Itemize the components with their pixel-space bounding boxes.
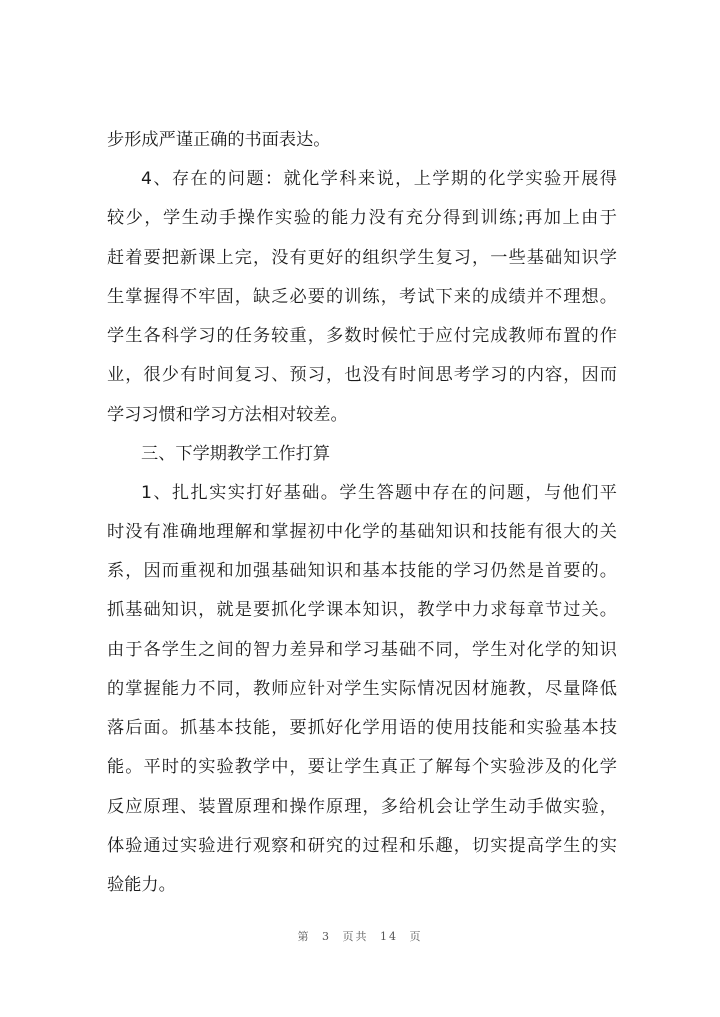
paragraph-line: 步形成严谨正确的书面表达。	[107, 130, 331, 150]
section-heading: 三、下学期教学工作打算	[141, 444, 331, 464]
paragraph-line: 较少，学生动手操作实验的能力没有充分得到训练;再加上由于	[107, 208, 617, 228]
paragraph-line: 抓基础知识，就是要抓化学课本知识，教学中力求每章节过关。	[107, 600, 617, 620]
paragraph-line: 反应原理、装置原理和操作原理，多给机会让学生动手做实验，	[107, 797, 617, 817]
paragraph-line: 学生各科学习的任务较重，多数时候忙于应付完成教师布置的作	[107, 326, 617, 346]
paragraph-line: 由于各学生之间的智力差异和学习基础不同，学生对化学的知识	[107, 640, 617, 660]
paragraph-line: 生掌握得不牢固，缺乏必要的训练，考试下来的成绩并不理想。	[107, 287, 617, 307]
paragraph-line: 的掌握能力不同，教师应针对学生实际情况因材施教，尽量降低	[107, 679, 617, 699]
paragraph-line: 业，很少有时间复习、预习，也没有时间思考学习的内容，因而	[107, 365, 617, 385]
paragraph-line: 体验通过实验进行观察和研究的过程和乐趣，切实提高学生的实	[107, 836, 617, 856]
paragraph-line: 4、存在的问题：就化学科来说，上学期的化学实验开展得	[141, 169, 617, 189]
paragraph-line: 学习习惯和学习方法相对较差。	[107, 405, 348, 425]
paragraph-line: 时没有准确地理解和掌握初中化学的基础知识和技能有很大的关	[107, 522, 617, 542]
paragraph-line: 能。平时的实验教学中，要让学生真正了解每个实验涉及的化学	[107, 757, 617, 777]
paragraph-line: 落后面。抓基本技能，要抓好化学用语的使用技能和实验基本技	[107, 718, 617, 738]
page-number-footer: 第 3 页共 14 页	[297, 930, 423, 943]
paragraph-line: 系，因而重视和加强基础知识和基本技能的学习仍然是首要的。	[107, 561, 617, 581]
paragraph-line: 赶着要把新课上完，没有更好的组织学生复习，一些基础知识学	[107, 248, 617, 268]
paragraph-line: 1、扎扎实实打好基础。学生答题中存在的问题，与他们平	[141, 483, 617, 503]
paragraph-line: 验能力。	[107, 875, 176, 895]
